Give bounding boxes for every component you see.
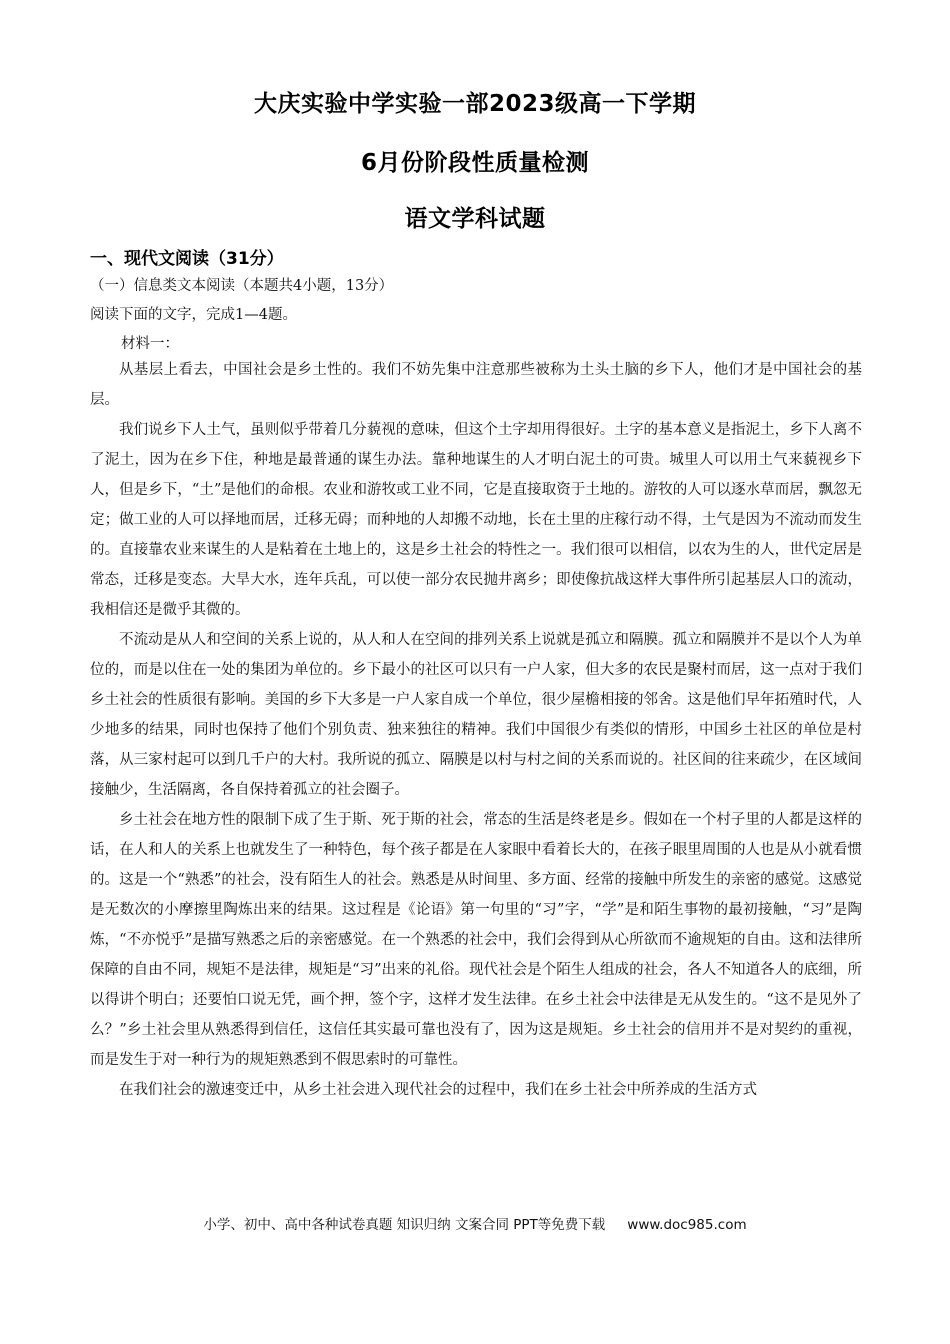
section-heading: 一、现代文阅读（31分） bbox=[90, 249, 284, 269]
passage-paragraph-4: 乡土社会在地方性的限制下成了生于斯、死于斯的社会，常态的生活是终老是乡。假如在一个村子里的人都是这样的话，在人和人的关系上也就发生了一种特色，每个孩子都是在人家眼中看着长大的，在孩子眼里周围的人也是从小就看惯的。这是一个“熟悉”的社会，没有陌生人的社会。熟悉是从时间里、多方面、经常的接触中所发生的亲密的感觉。这感觉是无数次的小摩擦里陶炼出来的结果。这过程是《论语》第一句里的“习”字，“学”是和陌生事物的最初接触，“习”是陶炼，“不亦悦乎”是描写熟悉之后的亲密感觉。在一个熟悉的社会中，我们会得到从心所欲而不逾规矩的自由。这和法律所保障的自由不同，规矩不是法律，规矩是“习”出来的礼俗。现代社会是个陌生人组成的社会，各人不知道各人的底细，所以得讲个明白；还要怕口说无凭，画个押，签个字，这样才发生法律。在乡土社会中法律是无从发生的。“这不是见外了么？”乡土社会里从熟悉得到信任，这信任其实最可靠也没有了，因为这是规矩。乡土社会的信用并不是对契约的重视，而是发生于对一种行为的规矩熟悉到不假思索时的可靠性。 bbox=[90, 812, 862, 1068]
passage-body bbox=[90, 355, 862, 1105]
page-footer bbox=[0, 1213, 950, 1233]
footer-website-link[interactable]: www.doc985.com bbox=[627, 1217, 747, 1233]
passage-paragraph-1: 从基层上看去，中国社会是乡土性的。我们不妨先集中注意那些被称为土头土脑的乡下人，他们才是中国社会的基层。 bbox=[90, 362, 862, 408]
passage-paragraph-2: 我们说乡下人土气，虽则似乎带着几分藐视的意味，但这个土字却用得很好。土字的基本意义是指泥土，乡下人离不了泥土，因为在乡下住，种地是最普通的谋生办法。靠种地谋生的人才明白泥土的可贵。城里人可以用土气来藐视乡下人，但是乡下，“土”是他们的命根。农业和游牧或工业不同，它是直接取资于土地的。游牧的人可以逐水草而居，飘忽无定；做工业的人可以择地而居，迁移无碍；而种地的人却搬不动地，长在土里的庄稼行动不得，土气是因为不流动而发生的。直接靠农业来谋生的人是粘着在土地上的，这是乡土社会的特性之一。我们很可以相信，以农为生的人，世代定居是常态，迁移是变态。大旱大水，连年兵乱，可以使一部分农民抛井离乡；即使像抗战这样大事件所引起基层人口的流动，我相信还是微乎其微的。 bbox=[90, 422, 862, 618]
passage-paragraph-3: 不流动是从人和空间的关系上说的，从人和人在空间的排列关系上说就是孤立和隔膜。孤立和隔膜并不是以个人为单位的，而是以住在一处的集团为单位的。乡下最小的社区可以只有一户人家，但大多的农民是聚村而居，这一点对于我们乡土社会的性质很有影响。美国的乡下大多是一户人家自成一个单位，很少屋檐相接的邻舍。这是他们早年拓殖时代，人少地多的结果，同时也保持了他们个别负责、独来独往的精神。我们中国很少有类似的情形，中国乡土社区的单位是村落，从三家村起可以到几千户的大村。我所说的孤立、隔膜是以村与村之间的关系而说的。社区间的往来疏少，在区域间接触少，生活隔离，各自保持着孤立的社会圈子。 bbox=[90, 632, 862, 798]
reading-instruction: 阅读下面的文字，完成1—4题。 bbox=[90, 307, 297, 323]
section-subheading: （一）信息类文本阅读（本题共4小题，13分） bbox=[90, 278, 394, 294]
passage-paragraph-5: 在我们社会的激速变迁中，从乡土社会进入现代社会的过程中，我们在乡土社会中所养成的生活方式 bbox=[119, 1082, 757, 1098]
exam-title-line-2: 6月份阶段性质量检测 bbox=[360, 150, 589, 176]
exam-subject-title: 语文学科试题 bbox=[404, 206, 546, 232]
footer-text: 小学、初中、高中各种试卷真题 知识归纳 文案合同 PPT等免费下载 bbox=[203, 1217, 606, 1233]
exam-title-line-1: 大庆实验中学实验一部2023级高一下学期 bbox=[253, 91, 696, 117]
material-label: 材料一： bbox=[121, 336, 179, 352]
